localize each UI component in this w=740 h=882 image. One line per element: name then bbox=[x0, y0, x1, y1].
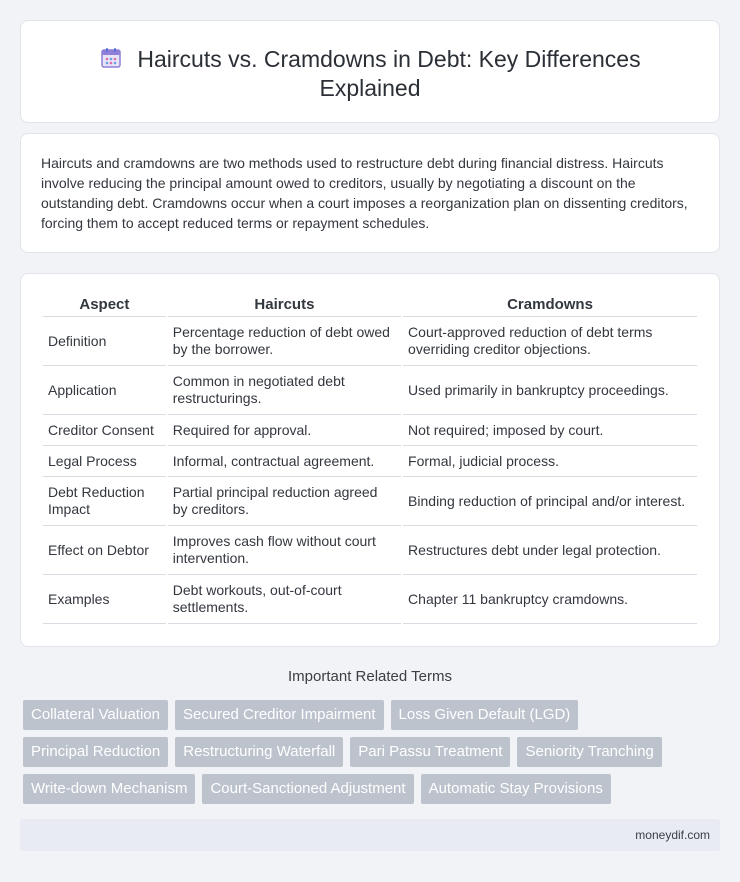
tag-row bbox=[23, 774, 723, 804]
cell-cramdowns: Used primarily in bankruptcy proceedings. bbox=[403, 366, 697, 415]
tag-loss-given-default[interactable]: Loss Given Default (LGD) bbox=[391, 700, 579, 730]
tag-automatic-stay-provisions[interactable]: Automatic Stay Provisions bbox=[421, 774, 611, 804]
cell-aspect: Effect on Debtor bbox=[43, 526, 166, 575]
intro-paragraph: Haircuts and cramdowns are two methods used to restructure debt during financial distress. Haircuts involve reducing the principal amount owed to creditors, usually by negotiating a discount on the outstanding debt. Cramdowns occur when a court imposes a reorganization plan on dissenting creditors, forcing them to accept reduced terms or repayment schedules. bbox=[41, 155, 688, 231]
tag-restructuring-waterfall[interactable]: Restructuring Waterfall bbox=[175, 737, 343, 767]
cell-haircuts: Required for approval. bbox=[168, 415, 401, 446]
table-row bbox=[43, 415, 697, 446]
intro-card bbox=[20, 133, 720, 253]
cell-haircuts: Common in negotiated debt restructurings. bbox=[168, 366, 401, 415]
table-header-row bbox=[43, 296, 697, 317]
table-row bbox=[43, 526, 697, 575]
cell-aspect: Legal Process bbox=[43, 446, 166, 477]
header-haircuts: Haircuts bbox=[168, 296, 401, 317]
table-row bbox=[43, 575, 697, 624]
cell-haircuts: Partial principal reduction agreed by creditors. bbox=[168, 477, 401, 526]
tag-secured-creditor-impairment[interactable]: Secured Creditor Impairment bbox=[175, 700, 384, 730]
calendar-icon bbox=[99, 46, 123, 70]
cell-aspect: Application bbox=[43, 366, 166, 415]
cell-cramdowns: Formal, judicial process. bbox=[403, 446, 697, 477]
table-row bbox=[43, 477, 697, 526]
tag-pari-passu-treatment[interactable]: Pari Passu Treatment bbox=[350, 737, 510, 767]
header-cramdowns: Cramdowns bbox=[403, 296, 697, 317]
tag-write-down-mechanism[interactable]: Write-down Mechanism bbox=[23, 774, 195, 804]
related-terms-list bbox=[23, 700, 723, 811]
cell-cramdowns: Restructures debt under legal protection. bbox=[403, 526, 697, 575]
tag-court-sanctioned-adjustment[interactable]: Court-Sanctioned Adjustment bbox=[202, 774, 413, 804]
table-row bbox=[43, 446, 697, 477]
cell-cramdowns: Binding reduction of principal and/or interest. bbox=[403, 477, 697, 526]
tag-row bbox=[23, 700, 723, 730]
cell-cramdowns: Chapter 11 bankruptcy cramdowns. bbox=[403, 575, 697, 624]
cell-aspect: Debt Reduction Impact bbox=[43, 477, 166, 526]
cell-haircuts: Informal, contractual agreement. bbox=[168, 446, 401, 477]
footer bbox=[20, 819, 720, 851]
page-title: Haircuts vs. Cramdowns in Debt: Key Differences Explained bbox=[137, 46, 641, 101]
page-title-wrap bbox=[21, 45, 719, 103]
tag-seniority-tranching[interactable]: Seniority Tranching bbox=[517, 737, 661, 767]
tag-collateral-valuation[interactable]: Collateral Valuation bbox=[23, 700, 168, 730]
tag-row bbox=[23, 737, 723, 767]
comparison-card bbox=[20, 273, 720, 647]
cell-aspect: Examples bbox=[43, 575, 166, 624]
cell-haircuts: Percentage reduction of debt owed by the borrower. bbox=[168, 317, 401, 366]
cell-aspect: Creditor Consent bbox=[43, 415, 166, 446]
comparison-table bbox=[41, 296, 699, 624]
cell-cramdowns: Not required; imposed by court. bbox=[403, 415, 697, 446]
header-aspect: Aspect bbox=[43, 296, 166, 317]
cell-aspect: Definition bbox=[43, 317, 166, 366]
cell-haircuts: Improves cash flow without court intervention. bbox=[168, 526, 401, 575]
related-terms-title: Important Related Terms bbox=[288, 668, 452, 685]
tag-principal-reduction[interactable]: Principal Reduction bbox=[23, 737, 168, 767]
cell-haircuts: Debt workouts, out-of-court settlements. bbox=[168, 575, 401, 624]
table-row bbox=[43, 317, 697, 366]
table-row bbox=[43, 366, 697, 415]
cell-cramdowns: Court-approved reduction of debt terms overriding creditor objections. bbox=[403, 317, 697, 366]
footer-source[interactable]: moneydif.com bbox=[635, 828, 710, 842]
title-card bbox=[20, 20, 720, 123]
